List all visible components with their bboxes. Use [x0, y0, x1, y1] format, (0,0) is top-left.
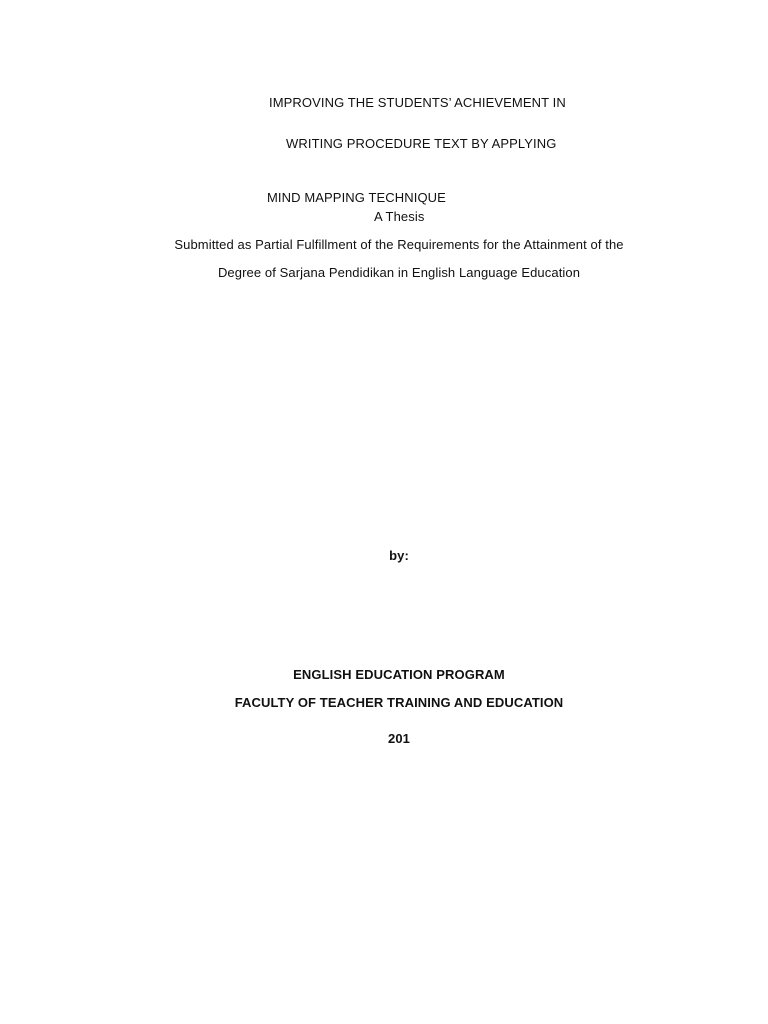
year: 201 — [388, 731, 410, 746]
submission-line-2: Degree of Sarjana Pendidikan in English Language Education — [217, 265, 581, 280]
submission-line-1: Submitted as Partial Fulfillment of the Requirements for the Attainment of the — [174, 237, 624, 252]
faculty-name: FACULTY OF TEACHER TRAINING AND EDUCATION — [234, 695, 564, 710]
title-line-2: WRITING PROCEDURE TEXT BY APPLYING — [286, 136, 557, 151]
program-name: ENGLISH EDUCATION PROGRAM — [293, 667, 505, 682]
title-line-3: MIND MAPPING TECHNIQUE — [267, 190, 446, 205]
title-line-1: IMPROVING THE STUDENTS’ ACHIEVEMENT IN — [269, 95, 566, 110]
document-type: A Thesis — [374, 209, 425, 224]
author-label: by: — [389, 548, 409, 563]
